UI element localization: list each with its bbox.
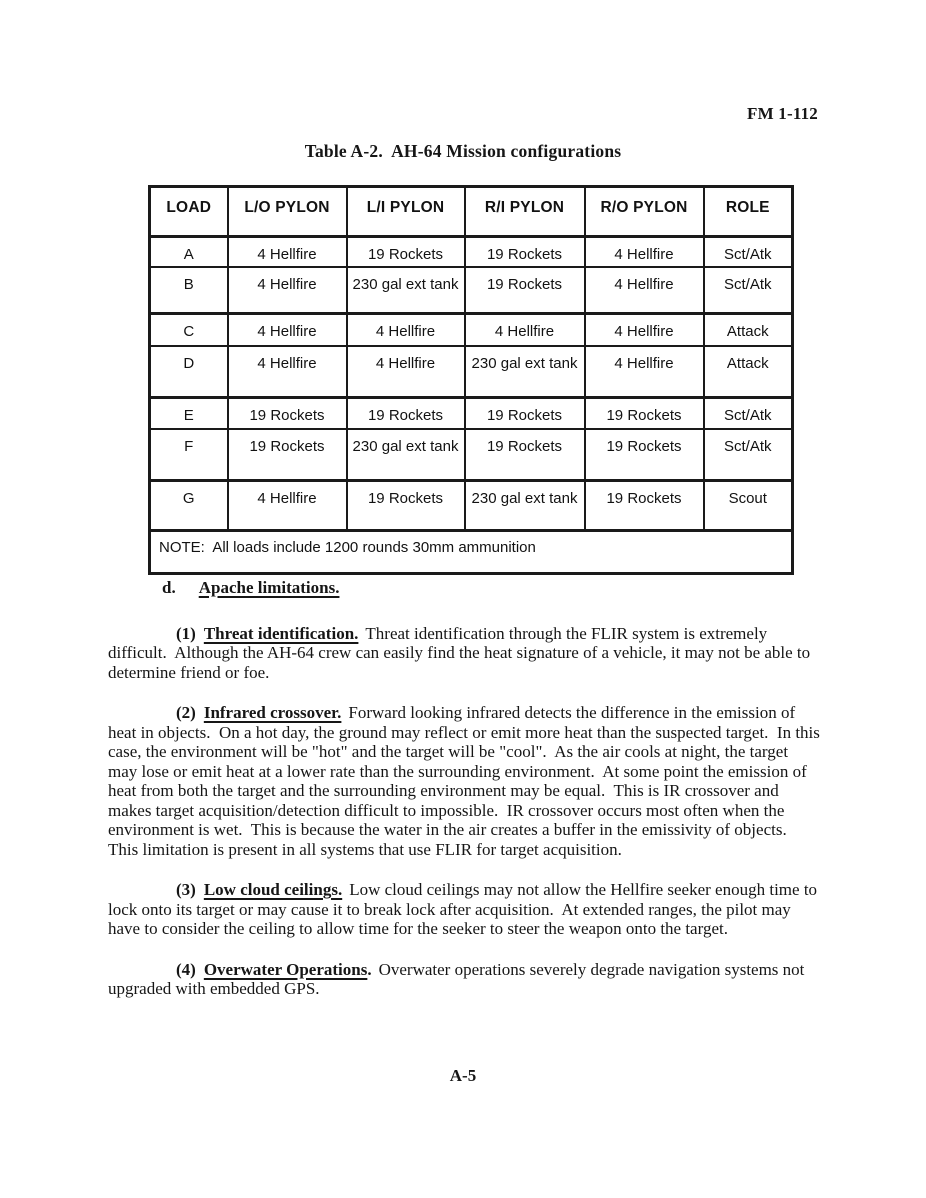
cell-ro-pylon: 4 Hellfire [585,237,704,267]
table-row [150,481,793,531]
cell-load: A [150,237,228,267]
cell-li-pylon: 19 Rockets [347,398,465,429]
cell-ro-pylon: 19 Rockets [585,398,704,429]
paragraph-number: (1) [176,623,196,643]
table-row [150,429,793,481]
cell-li-pylon: 4 Hellfire [347,346,465,398]
paragraph-heading: Threat identification. [203,623,359,643]
cell-li-pylon: 230 gal ext tank [347,429,465,481]
cell-lo-pylon: 4 Hellfire [228,481,347,531]
cell-ro-pylon: 4 Hellfire [585,314,704,346]
cell-ri-pylon: 19 Rockets [465,398,585,429]
cell-ro-pylon: 19 Rockets [585,481,704,531]
body-text [108,578,825,1020]
cell-ri-pylon: 19 Rockets [465,429,585,481]
paragraph-number: (4) [176,959,196,979]
paragraph-body: Threat identification through the FLIR system is extremely difficult. Although the AH-64 crew can easily find the heat signature of a vehicle, it may not be able to determine friend or foe. [108,623,815,682]
table-row [150,398,793,429]
cell-role: Sct/Atk [704,237,793,267]
paragraph-overwater-operations [108,960,820,999]
table-header-row [150,187,793,237]
cell-load: B [150,267,228,314]
table-row [150,346,793,398]
paragraph-number: (2) [176,703,196,722]
col-header-lo-pylon: L/O PYLON [228,187,347,237]
col-header-ri-pylon: R/I PYLON [465,187,585,237]
section-heading [108,578,820,598]
cell-lo-pylon: 4 Hellfire [228,314,347,346]
mission-config-table [148,185,794,575]
table-row [150,237,793,267]
cell-lo-pylon: 4 Hellfire [228,346,347,398]
table-note-row [150,531,793,574]
cell-lo-pylon: 4 Hellfire [228,237,347,267]
table-row [150,267,793,314]
cell-li-pylon: 19 Rockets [347,481,465,531]
cell-ri-pylon: 230 gal ext tank [465,346,585,398]
cell-ri-pylon: 19 Rockets [465,237,585,267]
cell-load: D [150,346,228,398]
cell-lo-pylon: 19 Rockets [228,429,347,481]
paragraph-heading-suffix: . [367,959,372,979]
cell-load: C [150,314,228,346]
paragraph-heading: Low cloud ceilings. [203,880,343,899]
cell-ro-pylon: 4 Hellfire [585,346,704,398]
cell-ro-pylon: 19 Rockets [585,429,704,481]
section-title: Apache limitations. [198,578,340,597]
cell-lo-pylon: 4 Hellfire [228,267,347,314]
col-header-role: ROLE [704,187,793,237]
cell-role: Sct/Atk [704,267,793,314]
paragraph-threat-identification [108,624,820,683]
table-note: NOTE: All loads include 1200 rounds 30mm ammunition [159,539,536,556]
cell-load: E [150,398,228,429]
col-header-load: LOAD [150,187,228,237]
paragraph-body: Overwater operations severely degrade navigation systems not upgraded with embedded GPS. [108,959,809,998]
col-header-li-pylon: L/I PYLON [347,187,465,237]
paragraph-heading: Overwater Operations [203,959,368,979]
cell-li-pylon: 19 Rockets [347,237,465,267]
cell-li-pylon: 230 gal ext tank [347,267,465,314]
cell-lo-pylon: 19 Rockets [228,398,347,429]
cell-li-pylon: 4 Hellfire [347,314,465,346]
cell-role: Attack [704,346,793,398]
cell-ri-pylon: 230 gal ext tank [465,481,585,531]
cell-ri-pylon: 19 Rockets [465,267,585,314]
paragraph-number: (3) [176,880,196,899]
paragraph-heading: Infrared crossover. [203,703,342,722]
cell-role: Sct/Atk [704,398,793,429]
page-number: A-5 [449,1066,477,1085]
cell-role: Attack [704,314,793,346]
cell-ro-pylon: 4 Hellfire [585,267,704,314]
cell-role: Scout [704,481,793,531]
table-row [150,314,793,346]
paragraph-infrared-crossover [108,703,825,859]
paragraph-low-cloud-ceilings [108,880,820,939]
cell-load: F [150,429,228,481]
document-id: FM 1-112 [746,104,818,123]
paragraph-body: Low cloud ceilings may not allow the Hellfire seeker enough time to lock onto its target or may cause it to break lock after acquisition. At extended ranges, the pilot may have to consider the ceiling to allow time for the seeker to steer the weapon onto the target. [108,880,822,938]
cell-role: Sct/Atk [704,429,793,481]
paragraph-body: Forward looking infrared detects the difference in the emission of heat in objects. On a hot day, the ground may reflect or emit more heat than the suspected target. In this case, the environment will be "hot" and the target will be "cool". As the air cools at night, the target may lose or emit heat at a lower rate than the surrounding environment. At some point the emission of heat from both the target and the surrounding environment may be equal. This is IR crossover and makes target acquisition/detection difficult to impossible. IR crossover occurs most often when the environment is wet. This is because the water in the air creates a buffer in the emissivity of objects. This limitation is present in all systems that use FLIR for target acquisition. [108,703,825,859]
col-header-ro-pylon: R/O PYLON [585,187,704,237]
section-letter: d. [162,578,176,597]
cell-ri-pylon: 4 Hellfire [465,314,585,346]
table-title: Table A-2. AH-64 Mission configurations [304,141,622,161]
cell-load: G [150,481,228,531]
